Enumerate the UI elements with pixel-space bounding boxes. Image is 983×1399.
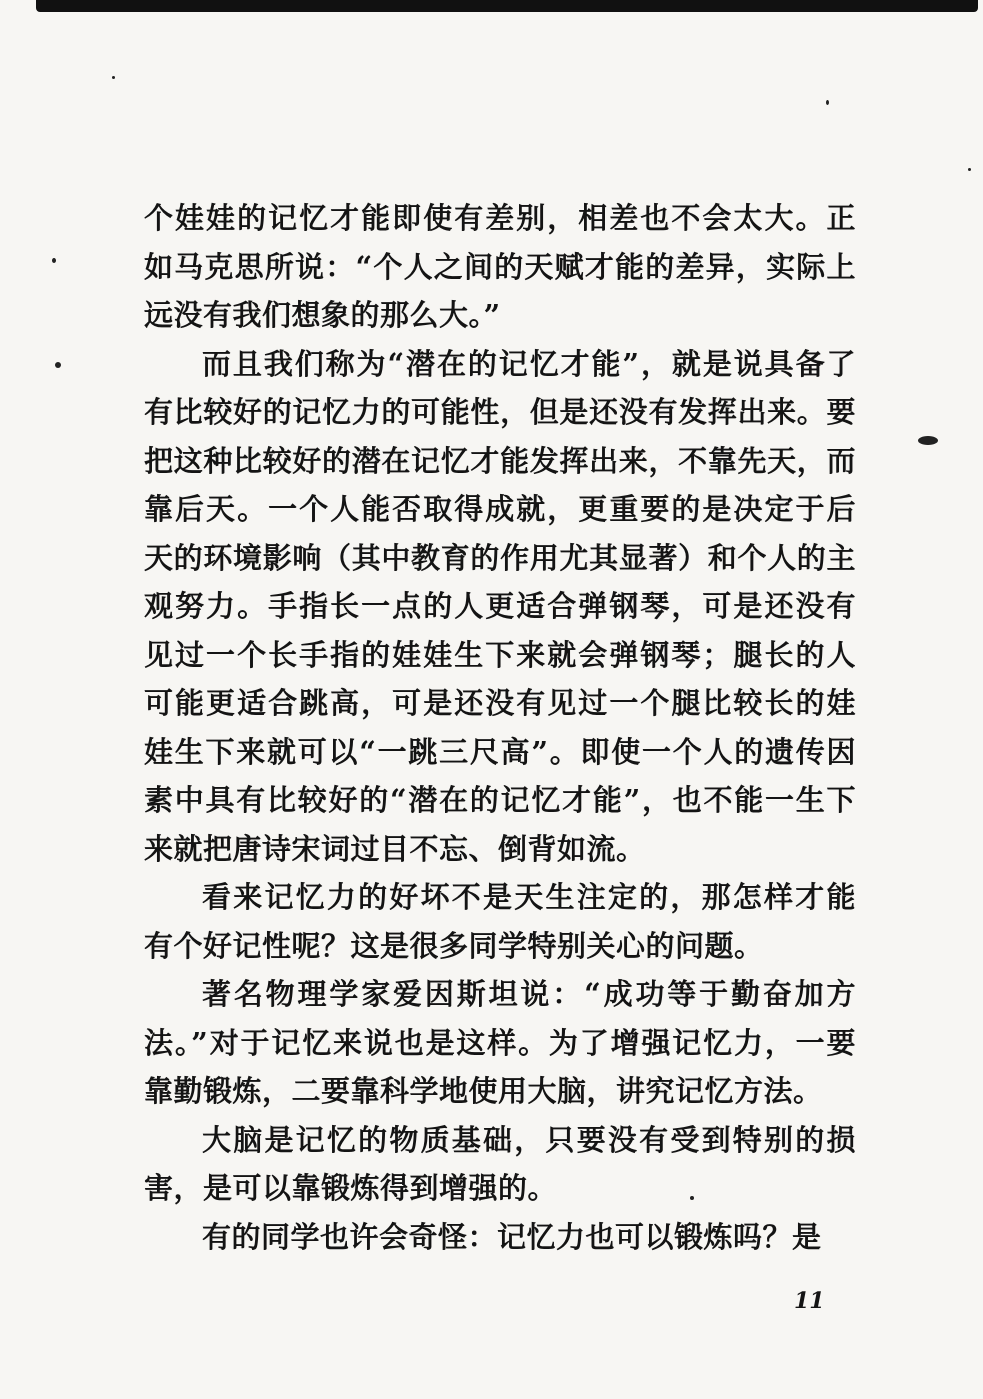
text-line: 如马克思所说：“个人之间的天赋才能的差异，实际上: [144, 249, 856, 284]
scan-speck: [918, 436, 938, 445]
text-line: 可能更适合跳高，可是还没有见过一个腿比较长的娃: [144, 686, 856, 720]
page-body-text: [144, 194, 856, 1261]
scan-speck: [968, 168, 971, 171]
scan-speck: [690, 1196, 694, 1200]
text-line: 远没有我们想象的那么大。”: [144, 298, 501, 332]
page-number: 11: [794, 1288, 825, 1314]
scan-speck: [55, 362, 61, 368]
scan-speck: [826, 100, 829, 105]
text-line: 害，是可以靠锻炼得到增强的。: [144, 1171, 558, 1205]
text-line: 来就把唐诗宋词过目不忘、倒背如流。: [144, 831, 646, 866]
text-line: 观努力。手指长一点的人更适合弹钢琴，可是还没有: [144, 589, 856, 623]
text-line: 著名物理学家爱因斯坦说：“成功等于勤奋加方: [202, 977, 856, 1011]
text-line: 把这种比较好的潜在记忆才能发挥出来，不靠先天，而: [144, 443, 856, 478]
text-line: 而且我们称为“潜在的记忆才能”，就是说具备了: [202, 346, 856, 381]
text-line: 法。”对于记忆来说也是这样。为了增强记忆力，一要: [144, 1025, 856, 1060]
text-line: 个娃娃的记忆才能即使有差别，相差也不会太大。正: [144, 201, 856, 235]
top-border-rule: [36, 0, 978, 12]
text-line: 有个好记性呢？这是很多同学特别关心的问题。: [144, 928, 764, 963]
text-line: 看来记忆力的好坏不是天生注定的，那怎样才能: [202, 880, 856, 914]
text-line: 靠后天。一个人能否取得成就，更重要的是决定于后: [144, 492, 856, 526]
text-line: 大脑是记忆的物质基础，只要没有受到特别的损: [202, 1122, 856, 1157]
scan-speck: [112, 76, 115, 79]
text-line: 素中具有比较好的“潜在的记忆才能”，也不能一生下: [144, 783, 856, 817]
text-line: 靠勤锻炼，二要靠科学地使用大脑，讲究记忆方法。: [144, 1074, 823, 1108]
text-line: 有比较好的记忆力的可能性，但是还没有发挥出来。要: [144, 395, 856, 429]
text-line: 娃生下来就可以“一跳三尺高”。即使一个人的遗传因: [144, 734, 856, 769]
text-line: 有的同学也许会奇怪：记忆力也可以锻炼吗？是: [202, 1219, 822, 1254]
text-line: 见过一个长手指的娃娃生下来就会弹钢琴；腿长的人: [144, 637, 856, 672]
text-line: 天的环境影响（其中教育的作用尤其显著）和个人的主: [144, 540, 856, 575]
scan-speck: [52, 258, 56, 263]
